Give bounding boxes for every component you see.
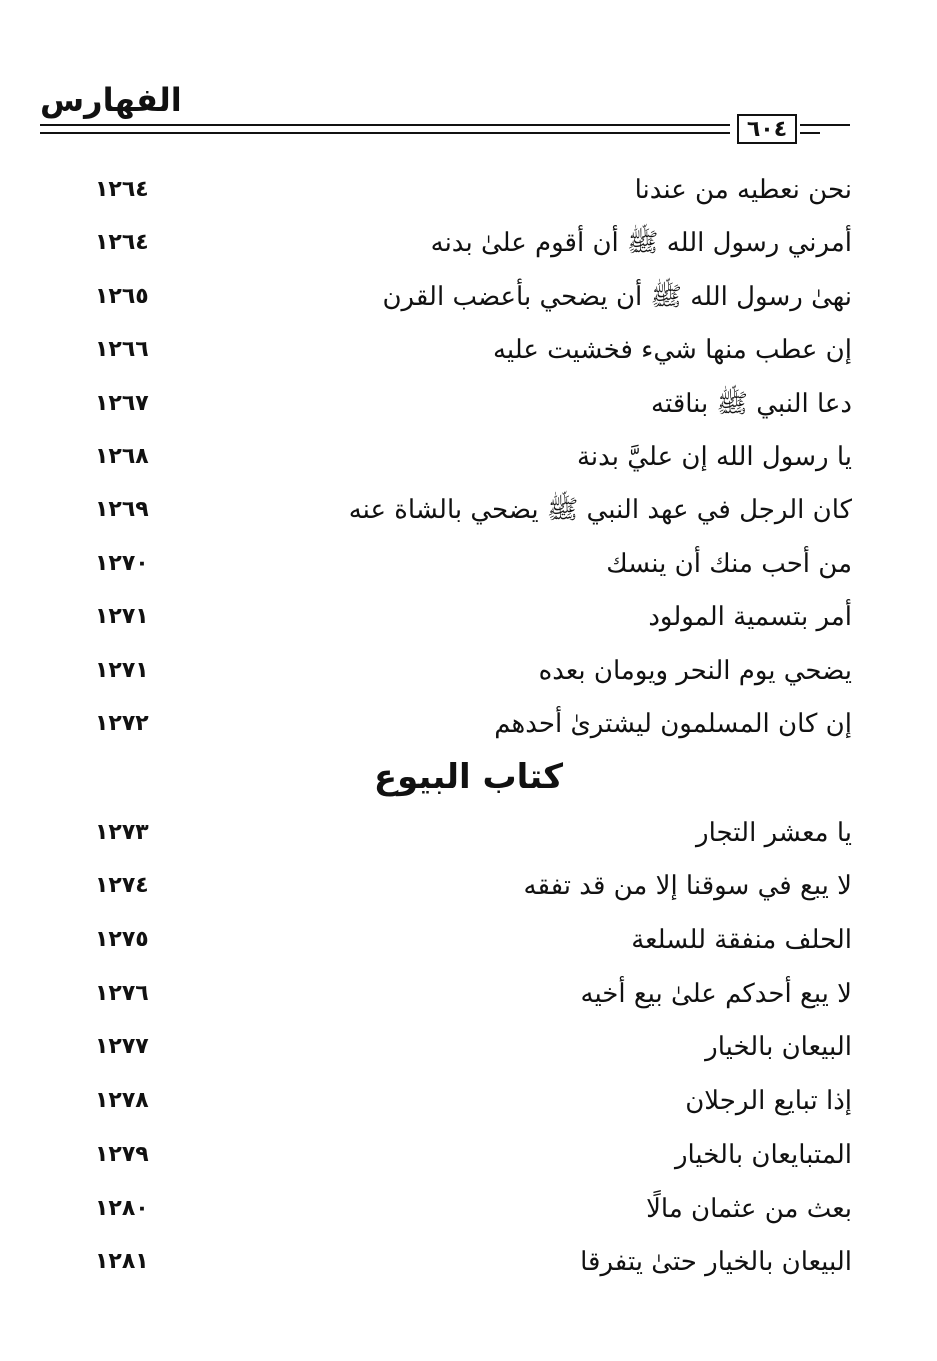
entry-title: البيعان بالخيار: [705, 1032, 852, 1062]
entry-title: من أحب منك أن ينسك: [606, 549, 852, 579]
index-entry: [0, 1027, 937, 1067]
header-rule-right-bottom: [800, 132, 820, 134]
entry-title: المتبايعان بالخيار: [674, 1140, 852, 1170]
index-entry: [0, 170, 937, 210]
index-entry: [0, 866, 937, 906]
index-entry: [0, 1135, 937, 1175]
entry-title: نحن نعطيه من عندنا: [634, 175, 852, 205]
entry-number: ١٢٦٥: [95, 284, 149, 309]
entry-title: إن كان المسلمون ليشترىٰ أحدهم: [494, 709, 852, 739]
index-entry: [0, 974, 937, 1014]
entry-title: كان الرجل في عهد النبي ﷺ يضحي بالشاة عنه: [348, 495, 852, 525]
index-entry: [0, 544, 937, 584]
entry-title: إن عطب منها شيء فخشيت عليه: [492, 335, 852, 365]
entry-title: يضحي يوم النحر ويومان بعده: [538, 656, 852, 686]
index-entry: [0, 330, 937, 370]
entry-title: الحلف منفقة للسلعة: [631, 925, 852, 955]
entry-title: دعا النبي ﷺ بناقته: [651, 389, 852, 419]
entry-title: أمرني رسول الله ﷺ أن أقوم علىٰ بدنه: [430, 228, 852, 258]
entry-number: ١٢٧٥: [95, 927, 149, 952]
index-entry: [0, 813, 937, 853]
entry-number: ١٢٧٢: [95, 711, 149, 736]
header-rule-right-top: [800, 124, 850, 126]
entry-number: ١٢٧٣: [95, 820, 149, 845]
entry-number: ١٢٦٧: [95, 391, 149, 416]
entry-number: ١٢٧٧: [95, 1034, 149, 1059]
entry-number: ١٢٨٠: [95, 1196, 149, 1221]
entry-number: ١٢٧٠: [95, 551, 149, 576]
entry-title: نهىٰ رسول الله ﷺ أن يضحي بأعضب القرن: [382, 282, 852, 312]
header-rule-top: [40, 124, 730, 126]
entry-title: أمر بتسمية المولود: [648, 602, 852, 632]
index-entry: [0, 437, 937, 477]
entry-number: ١٢٧٤: [95, 873, 149, 898]
entry-number: ١٢٦٨: [95, 444, 149, 469]
entry-number: ١٢٧١: [95, 604, 149, 629]
entry-number: ١٢٨١: [95, 1249, 149, 1274]
entry-number: ١٢٧٨: [95, 1088, 149, 1113]
entry-number: ١٢٦٩: [95, 497, 149, 522]
entry-number: ١٢٧١: [95, 658, 149, 683]
entry-title: لا يبع في سوقنا إلا من قد تفقه: [523, 871, 852, 901]
page-number: ٦٠٤: [737, 114, 797, 144]
running-header-title: الفهارس: [40, 81, 182, 119]
entry-number: ١٢٦٤: [95, 177, 149, 202]
index-entry: [0, 920, 937, 960]
entry-title: لا يبع أحدكم علىٰ بيع أخيه: [580, 979, 852, 1009]
index-entry: [0, 1189, 937, 1229]
index-entry: [0, 223, 937, 263]
index-entry: [0, 1242, 937, 1282]
index-entry: [0, 384, 937, 424]
entry-number: ١٢٦٤: [95, 230, 149, 255]
entry-title: البيعان بالخيار حتىٰ يتفرقا: [580, 1247, 852, 1277]
index-entry: [0, 490, 937, 530]
index-entry: [0, 1081, 937, 1121]
entry-title: إذا تبايع الرجلان: [685, 1086, 852, 1116]
entry-number: ١٢٦٦: [95, 337, 149, 362]
index-entry: [0, 277, 937, 317]
entry-title: يا رسول الله إن عليَّ بدنة: [576, 442, 852, 472]
entry-number: ١٢٧٦: [95, 981, 149, 1006]
index-entry: [0, 704, 937, 744]
entry-number: ١٢٧٩: [95, 1142, 149, 1167]
entry-title: يا معشر التجار: [696, 818, 852, 848]
page-header: [0, 0, 937, 160]
entry-title: بعث من عثمان مالًا: [646, 1194, 852, 1224]
header-rule-bottom: [40, 132, 730, 134]
index-entry: [0, 597, 937, 637]
index-entry: [0, 651, 937, 691]
chapter-heading: كتاب البيوع: [373, 757, 564, 797]
